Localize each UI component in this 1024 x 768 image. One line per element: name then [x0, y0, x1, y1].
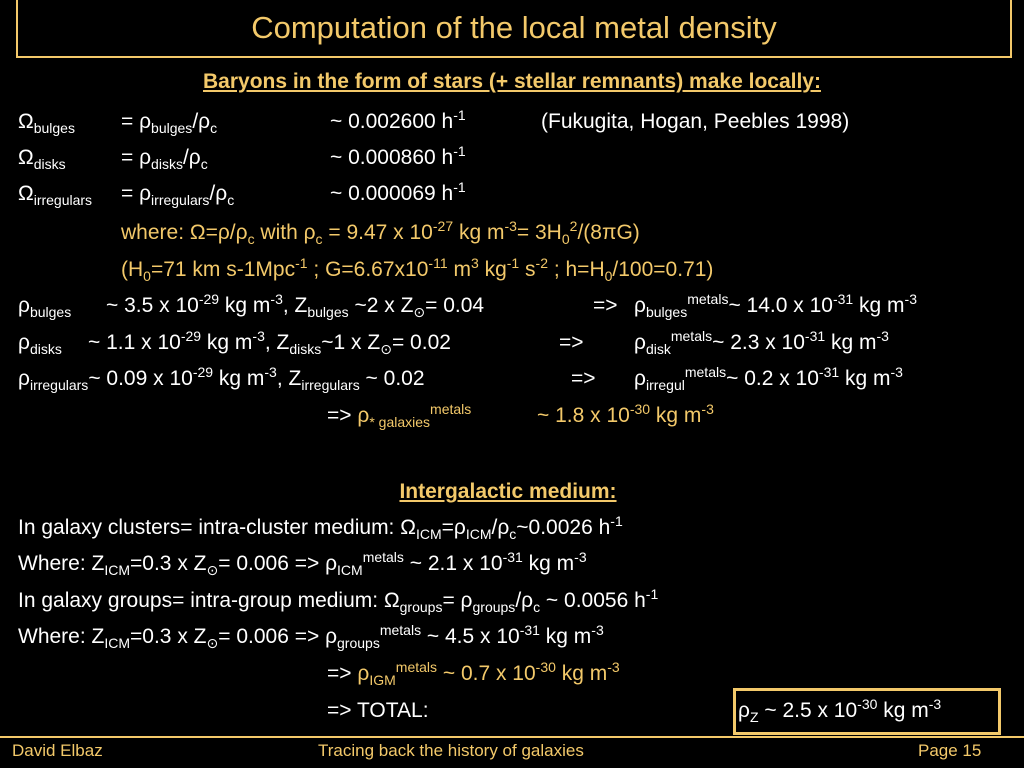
igm-metal-density	[327, 659, 620, 688]
dens-sup: -29	[180, 328, 202, 344]
groups-where	[18, 622, 604, 651]
a: In galaxy clusters= intra-cluster medium: Ω	[18, 516, 416, 539]
c-sub: c	[509, 526, 517, 542]
d-sup: -1	[645, 586, 659, 602]
sun-symbol: ⊙	[380, 341, 392, 357]
c-sub: c	[533, 599, 541, 615]
unit-sup: -3	[701, 401, 714, 417]
where-e-sub: 0	[561, 231, 570, 247]
title-box	[16, 0, 1012, 58]
rho-symbol: ρ	[357, 662, 370, 685]
eq-text: = ρ	[121, 146, 152, 169]
critical-density-definition	[121, 218, 640, 247]
clusters-line	[18, 513, 623, 542]
res-unit: kg m	[839, 367, 891, 390]
h0-c: ; G=6.67x10	[307, 258, 429, 281]
b: = ρ	[442, 589, 473, 612]
b: =0.3 x Z	[130, 552, 207, 575]
unit-sup: -3	[264, 364, 277, 380]
slash-text: /ρ	[209, 182, 228, 205]
where-c: = 9.47 x 10	[322, 221, 433, 244]
total-label: => TOTAL:	[327, 699, 429, 722]
rho-sub: * galaxies	[369, 414, 431, 430]
res-val: ~ 14.0 x 10	[728, 294, 833, 317]
e-sup: -3	[574, 549, 587, 565]
igm-heading: Intergalactic medium:	[399, 480, 617, 503]
h0-b: =71 km s-1Mpc	[150, 258, 296, 281]
rho-sub: IGM	[369, 672, 396, 688]
z-eq: ~2 x Z	[348, 294, 414, 317]
dens-text: ~ 3.5 x 10	[106, 294, 199, 317]
d: ~ 0.0056 h	[540, 589, 646, 612]
rho-symbol: ρ	[357, 404, 370, 427]
approx-superscript: -1	[453, 143, 466, 159]
omega-row-irregulars	[18, 182, 92, 206]
rho-sup: metals	[430, 401, 472, 417]
unit-text: kg m	[219, 294, 271, 317]
res-unit-sup: -3	[876, 328, 889, 344]
rho-symbol: ρ	[18, 294, 30, 317]
galaxies-metal-density	[327, 401, 472, 430]
c-sup: metals	[379, 622, 422, 638]
res-sym: ρ	[634, 294, 646, 317]
a: In galaxy groups= intra-group medium: Ω	[18, 589, 400, 612]
footer-rule	[0, 736, 1024, 738]
d-sup: -31	[502, 549, 523, 565]
sun-symbol: ⊙	[206, 562, 219, 578]
h0-a: (H	[121, 258, 144, 281]
c: /ρ	[491, 516, 510, 539]
dens-text: ~ 1.1 x 10	[88, 331, 181, 354]
h0-d-sup: 3	[470, 255, 479, 271]
omega-approx-irregulars	[330, 179, 466, 206]
res-val: ~ 0.2 x 10	[726, 367, 819, 390]
e: kg m	[539, 625, 592, 648]
omega-eq-disks	[121, 146, 208, 170]
slash-text: /ρ	[182, 146, 201, 169]
where-a-sub: c	[247, 231, 255, 247]
c: = 0.006 => ρ	[218, 552, 338, 575]
d-sup: -1	[610, 513, 623, 529]
omega-symbol: Ω	[18, 146, 34, 169]
omega-subscript: irregulars	[33, 192, 93, 208]
h0-h: /100=0.71)	[612, 258, 714, 281]
a: Where: Z	[18, 625, 105, 648]
where-b-sub: c	[315, 231, 323, 247]
unit-sup: -3	[270, 291, 283, 307]
omega-symbol: Ω	[18, 182, 34, 205]
e-sup: -3	[591, 622, 604, 638]
arrow: =>	[327, 662, 358, 685]
galaxies-metal-value	[537, 401, 714, 428]
val-sup: -30	[535, 659, 556, 675]
where-b: with ρ	[254, 221, 316, 244]
where-d-sup: -3	[504, 218, 517, 234]
total-metal-density	[738, 696, 942, 725]
z-sub: irregulars	[301, 377, 360, 393]
a: Where: Z	[18, 552, 105, 575]
a-sub: ICM	[415, 526, 442, 542]
val: ~ 1.8 x 10	[537, 404, 630, 427]
where-c-sup: -27	[432, 218, 454, 234]
c: /ρ	[515, 589, 534, 612]
rho-density-bulges	[106, 291, 485, 320]
clusters-where	[18, 549, 587, 578]
sun-symbol: ⊙	[206, 635, 219, 651]
b-sub: ICM	[465, 526, 492, 542]
baryons-heading: Baryons in the form of stars (+ stellar remnants) make locally:	[203, 70, 821, 93]
rho-row-irregulars	[18, 364, 425, 393]
res-unit-sup: -3	[890, 364, 903, 380]
val: ~ 0.7 x 10	[437, 662, 536, 685]
unit-sup: -3	[928, 696, 942, 712]
rho-density-disks	[88, 328, 451, 357]
res-unit: kg m	[825, 331, 877, 354]
eq-text: = ρ	[121, 182, 152, 205]
z-text: , Z	[282, 294, 308, 317]
arrow: =>	[327, 404, 358, 427]
approx-text: ~ 0.000860 h	[330, 146, 454, 169]
omega-subscript: bulges	[33, 120, 75, 136]
where-e-sup: 2	[569, 218, 578, 234]
h0-g: ; h=H	[548, 258, 605, 281]
res-unit-sup: -3	[904, 291, 917, 307]
z-eq: ~ 0.02	[359, 367, 425, 390]
res-unit: kg m	[853, 294, 905, 317]
approx-text: ~ 0.002600 h	[330, 110, 454, 133]
footer-talk-title: Tracing back the history of galaxies	[318, 741, 584, 760]
z-text: , Z	[276, 367, 302, 390]
unit: kg m	[650, 404, 702, 427]
rho-row-disks	[18, 331, 62, 355]
res-val-sup: -31	[832, 291, 854, 307]
omega-eq-irregulars	[121, 182, 234, 206]
z-sub: disks	[289, 341, 322, 357]
eq-subscript: disks	[151, 156, 183, 172]
slash-subscript: c	[210, 120, 218, 136]
a-sub: ICM	[104, 562, 131, 578]
h0-a-sub: 0	[143, 268, 151, 284]
val-sup: -30	[629, 401, 651, 417]
metal-density-irregulars	[634, 364, 903, 393]
h0-e: kg	[478, 258, 507, 281]
c: = 0.006 => ρ	[218, 625, 338, 648]
where-a: where: Ω=ρ/ρ	[121, 221, 248, 244]
rho-row-bulges	[18, 294, 71, 318]
z-sub: bulges	[307, 304, 349, 320]
rho-symbol: ρ	[18, 367, 30, 390]
arrow-disks: =>	[559, 331, 584, 354]
d: ~ 4.5 x 10	[421, 625, 520, 648]
sun-symbol: ⊙	[413, 304, 426, 320]
eq-subscript: irregulars	[151, 192, 210, 208]
footer-page-number: Page 15	[918, 741, 982, 760]
unit-text: kg m	[201, 331, 253, 354]
h0-c-sup: -11	[428, 255, 448, 271]
metal-density-bulges	[634, 291, 917, 320]
unit-sup: -3	[252, 328, 265, 344]
b-sub: groups	[472, 599, 516, 615]
b: =ρ	[441, 516, 466, 539]
arrow-irregulars: =>	[571, 367, 596, 390]
d-sup: -31	[519, 622, 540, 638]
c-sub: ICM	[337, 562, 363, 578]
rho-symbol: ρ	[18, 331, 30, 354]
approx-superscript: -1	[453, 107, 466, 123]
approx-superscript: -1	[453, 179, 466, 195]
groups-line	[18, 586, 659, 615]
res-sym: ρ	[634, 367, 646, 390]
h0-f: s	[519, 258, 536, 281]
metal-density-disks	[634, 328, 889, 357]
reference-citation: (Fukugita, Hogan, Peebles 1998)	[541, 110, 850, 133]
b: =0.3 x Z	[130, 625, 207, 648]
slash-text: /ρ	[192, 110, 211, 133]
arrow-bulges: =>	[593, 294, 618, 317]
where-e: = 3H	[516, 221, 562, 244]
c-sup: metals	[362, 549, 404, 565]
val-sup: -30	[857, 696, 878, 712]
res-sub: irregul	[645, 377, 685, 393]
e: kg m	[522, 552, 575, 575]
h0-g-sub: 0	[604, 268, 613, 284]
rho-sub: Z	[749, 709, 759, 725]
omega-row-bulges	[18, 110, 75, 134]
res-val: ~ 2.3 x 10	[712, 331, 805, 354]
dens-sup: -29	[192, 364, 214, 380]
omega-eq-bulges	[121, 110, 217, 134]
res-sup: metals	[670, 328, 713, 344]
where-d: kg m	[453, 221, 505, 244]
a-sub: ICM	[104, 635, 131, 651]
rho-sub: disks	[29, 341, 62, 357]
rho-sub: irregulars	[29, 377, 89, 393]
z-val: = 0.02	[391, 331, 451, 354]
z-eq: ~1 x Z	[321, 331, 381, 354]
where-f: /(8πG)	[577, 221, 640, 244]
res-sub: bulges	[645, 304, 688, 320]
omega-approx-disks	[330, 143, 466, 170]
unit-text: kg m	[213, 367, 265, 390]
res-sup: metals	[684, 364, 727, 380]
eq-subscript: bulges	[151, 120, 193, 136]
val: ~ 2.5 x 10	[758, 699, 858, 722]
unit-sup: -3	[607, 659, 620, 675]
constants-definition	[121, 255, 714, 284]
approx-text: ~ 0.000069 h	[330, 182, 454, 205]
unit: kg m	[555, 662, 608, 685]
slide-title: Computation of the local metal density	[251, 10, 777, 45]
res-sup: metals	[687, 291, 729, 307]
h0-b-sup: -1	[295, 255, 308, 271]
eq-text: = ρ	[121, 110, 152, 133]
a-sub: groups	[399, 599, 443, 615]
footer-author: David Elbaz	[12, 741, 103, 760]
h0-e-sup: -1	[506, 255, 520, 271]
z-text: , Z	[264, 331, 290, 354]
omega-approx-bulges	[330, 107, 466, 134]
slash-subscript: c	[227, 192, 235, 208]
res-val-sup: -31	[804, 328, 826, 344]
h0-d: m	[447, 258, 471, 281]
unit: kg m	[877, 699, 929, 722]
rho-sup: metals	[395, 659, 438, 675]
d: ~0.0026 h	[516, 516, 611, 539]
omega-subscript: disks	[33, 156, 66, 172]
d: ~ 2.1 x 10	[403, 552, 503, 575]
dens-text: ~ 0.09 x 10	[88, 367, 193, 390]
omega-row-disks	[18, 146, 66, 170]
z-val: = 0.04	[425, 294, 485, 317]
rho-symbol: ρ	[738, 699, 750, 722]
omega-symbol: Ω	[18, 110, 34, 133]
h0-f-sup: -2	[535, 255, 548, 271]
res-sub: disk	[645, 341, 671, 357]
slash-subscript: c	[200, 156, 208, 172]
rho-sub: bulges	[29, 304, 72, 320]
res-val-sup: -31	[818, 364, 840, 380]
dens-sup: -29	[198, 291, 220, 307]
c-sub: groups	[337, 635, 380, 651]
res-sym: ρ	[634, 331, 646, 354]
